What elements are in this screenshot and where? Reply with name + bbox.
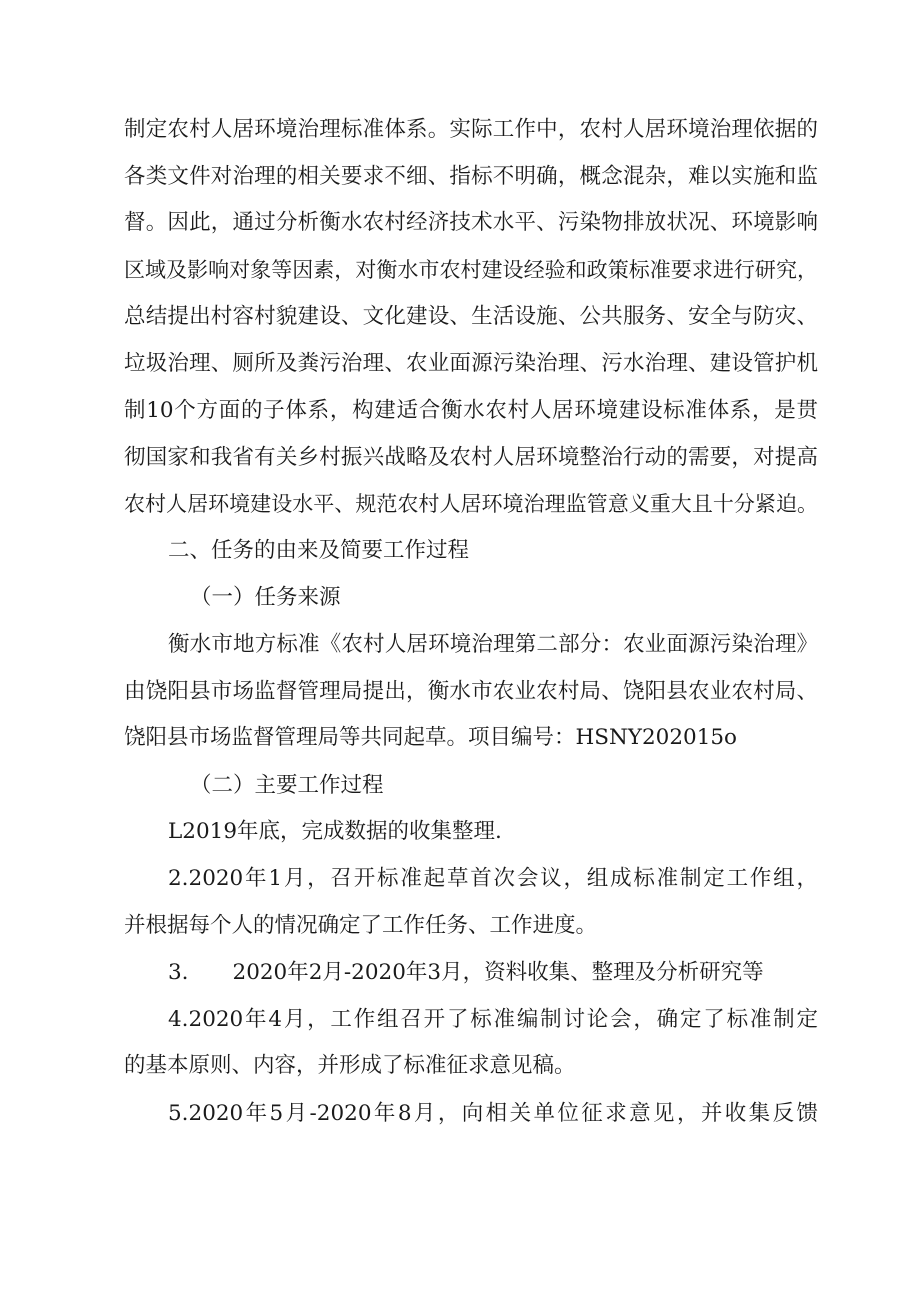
text-line: 衡水市地方标准《农村人居环境治理第二部分：农业面源污染治理》 (168, 632, 818, 657)
text-line: 制定农村人居环境治理标准体系。实际工作中，农村人居环境治理依据的 (124, 117, 818, 142)
text-line: 垃圾治理、厕所及粪污治理、农业面源污染治理、污水治理、建设管护机 (124, 351, 818, 376)
text-line: 农村人居环境建设水平、规范农村人居环境治理监管意义重大且十分紧迫。 (124, 492, 818, 516)
list-item-number: 3. (168, 960, 189, 985)
text-line: 总结提出村容村貌建设、文化建设、生活设施、公共服务、安全与防灾、 (124, 304, 818, 329)
text-line: 督。因此，通过分析衡水农村经济技术水平、污染物排放状况、环境影响 (124, 210, 818, 235)
list-item-text: 2020年2月-2020年3月，资料收集、整理及分析研究等 (232, 960, 764, 985)
text-line: 的基本原则、内容，并形成了标准征求意见稿。 (124, 1053, 576, 1078)
text-line: 2.2020年1月，召开标准起草首次会议，组成标准制定工作组， (168, 866, 818, 891)
text-line: 区域及影响对象等因素，对衡水市农村建设经验和政策标准要求进行研究， (124, 258, 818, 282)
text-line: 4.2020年4月，工作组召开了标准编制讨论会，确定了标准制定 (168, 1007, 818, 1032)
list-item (168, 953, 818, 993)
text-line: 由饶阳县市场监督管理局提出，衡水市农业农村局、饶阳县农业农村局、 (124, 679, 818, 704)
subsection-heading: （一）任务来源 (190, 585, 341, 610)
text-line: 制10个方面的子体系，构建适合衡水农村人居环境建设标准体系，是贯 (124, 398, 818, 423)
text-line: 饶阳县市场监督管理局等共同起草。项目编号：HSNY202015o (124, 725, 738, 750)
list-item: 5.2020年5月-2020年8月，向相关单位征求意见，并收集反馈 (168, 1101, 818, 1126)
text-line: 彻国家和我省有关乡村振兴战略及农村人居环境整治行动的需要，对提高 (124, 445, 818, 470)
subsection-heading: （二）主要工作过程 (190, 773, 384, 798)
section-heading: 二、任务的由来及简要工作过程 (168, 538, 470, 563)
list-item: L2019年底，完成数据的收集整理. (168, 819, 502, 844)
text-line: 并根据每个人的情况确定了工作任务、工作进度。 (124, 913, 598, 938)
text-line: 各类文件对治理的相关要求不细、指标不明确，概念混杂，难以实施和监 (124, 164, 818, 189)
